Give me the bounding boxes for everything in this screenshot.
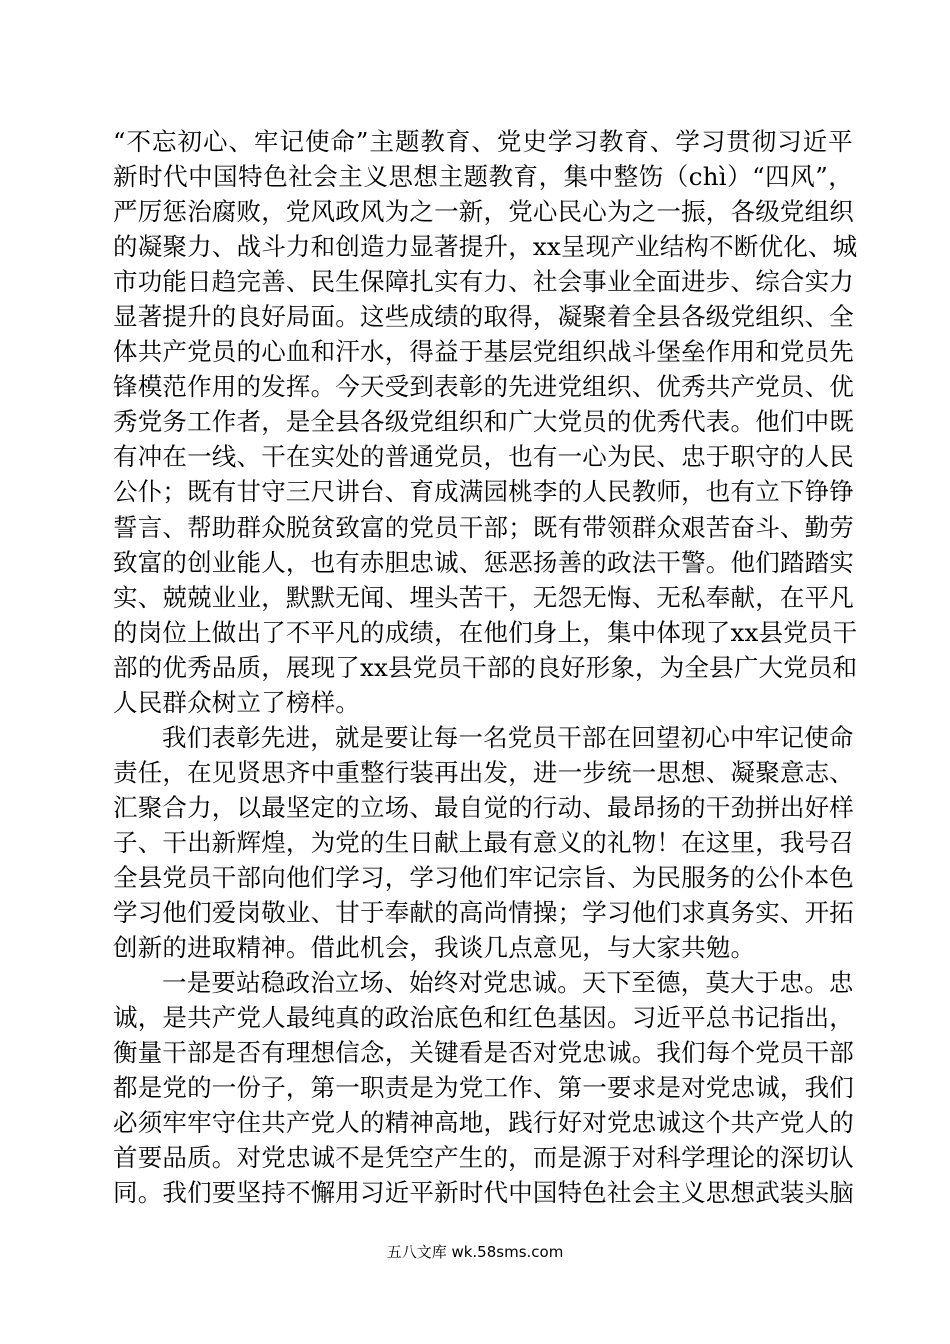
text-line: 公仆；既有甘守三尺讲台、育成满园桃李的人民教师，也有立下铮铮 <box>113 477 854 507</box>
text-line: 都是党的一份子，第一职责是为党工作、第一要求是对党忠诚，我们 <box>113 1073 854 1103</box>
text-line: 衡量干部是否有理想信念，关键看是否对党忠诚。我们每个党员干部 <box>113 1038 854 1068</box>
text-line: 誓言、帮助群众脱贫致富的党员干部；既有带领群众艰苦奋斗、勤劳 <box>113 512 854 542</box>
text-line: 子、干出新辉煌，为党的生日献上最有意义的礼物！在这里，我号召 <box>113 827 854 857</box>
text-line: 部的优秀品质，展现了xx县党员干部的良好形象，为全县广大党员和 <box>113 652 858 682</box>
text-line: 市功能日趋完善、民生保障扎实有力、社会事业全面进步、综合实力 <box>113 267 854 297</box>
text-line: 的凝聚力、战斗力和创造力显著提升，xx呈现产业结构不断优化、城 <box>113 232 858 262</box>
text-line: 严厉惩治腐败，党风政风为之一新，党心民心为之一振，各级党组织 <box>113 197 854 227</box>
text-line: 诚，是共产党人最纯真的政治底色和红色基因。习近平总书记指出， <box>113 1003 854 1033</box>
text-line: 人民群众树立了榜样。 <box>113 687 360 717</box>
text-line: 全县党员干部向他们学习，学习他们牢记宗旨、为民服务的公仆本色 <box>113 862 854 892</box>
text-line: 我们表彰先进，就是要让每一名党员干部在回望初心中牢记使命 <box>162 722 854 752</box>
text-line: 必须牢牢守住共产党人的精神高地，践行好对党忠诚这个共产党人的 <box>113 1108 854 1138</box>
text-line: 创新的进取精神。借此机会，我谈几点意见，与大家共勉。 <box>113 933 756 963</box>
text-line: 一是要站稳政治立场、始终对党忠诚。天下至德，莫大于忠。忠 <box>162 968 854 998</box>
text-line: 秀党务工作者，是全县各级党组织和广大党员的优秀代表。他们中既 <box>113 407 854 437</box>
text-line: 的岗位上做出了不平凡的成绩，在他们身上，集中体现了xx县党员干 <box>113 617 858 647</box>
document-body <box>113 124 858 1210</box>
text-line: 汇聚合力，以最坚定的立场、最自觉的行动、最昂扬的干劲拼出好样 <box>113 792 854 822</box>
text-line: 新时代中国特色社会主义思想主题教育，集中整饬（chì）“四风”， <box>113 162 853 192</box>
text-line: 致富的创业能人，也有赤胆忠诚、惩恶扬善的政法干警。他们踏踏实 <box>113 547 854 577</box>
text-line: 锋模范作用的发挥。今天受到表彰的先进党组织、优秀共产党员、优 <box>113 372 854 402</box>
text-line: “不忘初心、牢记使命”主题教育、党史学习教育、学习贯彻习近平 <box>113 127 853 156</box>
text-line: 学习他们爱岗敬业、甘于奉献的高尚情操；学习他们求真务实、开拓 <box>113 898 854 928</box>
text-line: 有冲在一线、干在实处的普通党员，也有一心为民、忠于职守的人民 <box>113 442 854 472</box>
text-line: 体共产党员的心血和汗水，得益于基层党组织战斗堡垒作用和党员先 <box>113 337 854 367</box>
text-line: 实、兢兢业业，默默无闻、埋头苦干，无怨无悔、无私奉献，在平凡 <box>113 582 854 612</box>
text-line: 同。我们要坚持不懈用习近平新时代中国特色社会主义思想武装头脑 <box>113 1178 854 1208</box>
text-line: 显著提升的良好局面。这些成绩的取得，凝聚着全县各级党组织、全 <box>113 302 854 332</box>
footer-watermark: 五八文库 wk.58sms.com <box>386 1243 564 1261</box>
text-line: 首要品质。对党忠诚不是凭空产生的，而是源于对科学理论的深切认 <box>113 1143 854 1173</box>
text-line: 责任，在见贤思齐中重整行装再出发，进一步统一思想、凝聚意志、 <box>113 757 854 787</box>
